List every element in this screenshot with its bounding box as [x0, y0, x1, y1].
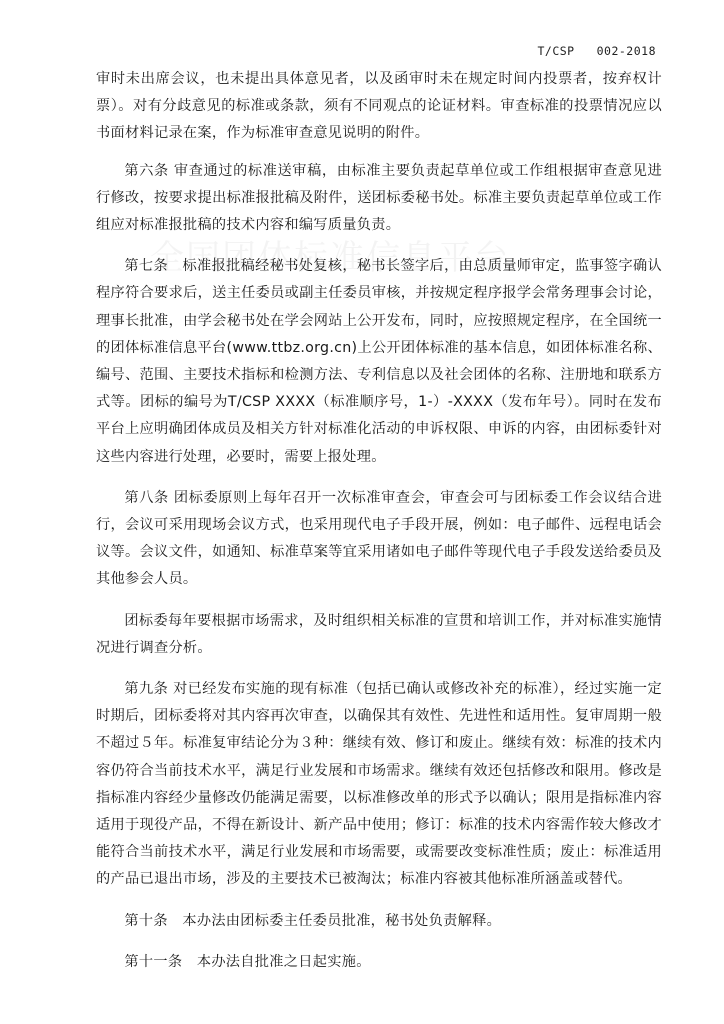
standard-code-number: 002-2018 [596, 44, 656, 58]
paragraph-article-9: 第九条 对已经发布实施的现有标准（包括已确认或修改补充的标准），经过实施一定时期后，团标委将对其内容再次审查，以确保其有效性、先进性和适用性。复审周期一般不超过５年。标准复审结论分为３种：继续有效、修订和废止。继续有效：标准的技术内容仍符合当前技术水平，满足行业发展和市场需求。继续有效还包括修改和限用。修改是指标准内容经少量修改仍能满足需要，以标准修改单的形式予以确认；限用是指标准内容适用于现役产品，不得在新设计、新产品中使用；修订：标准的技术内容需作较大修改才能符合当前技术水平，满足行业发展和市场需要，或需要改变标准性质；废止：标准适用的产品已退出市场，涉及的主要技术已被淘汰；标准内容被其他标准所涵盖或替代。 [96, 681, 662, 888]
standard-code-header [537, 44, 656, 58]
paragraph-article-8: 第八条 团标委原则上每年召开一次标准审查会，审查会可与团标委工作会议结合进行，会议可采用现场会议方式，也采用现代电子手段开展，例如：电子邮件、远程电话会议等。会议文件，如通知、标准草案等宜采用诸如电子邮件等现代电子手段发送给委员及其他参会人员。 [96, 489, 662, 588]
paragraph-article-11: 第十一条 本办法自批准之日起实施。 [124, 953, 371, 970]
paragraph-article-6: 第六条 审查通过的标准送审稿，由标准主要负责起草单位或工作组根据审查意见进行修改，按要求提出标准报批稿及附件，送团标委秘书处。标准主要负责起草单位或工作组应对标准报批稿的技术内容和编写质量负责。 [96, 162, 662, 234]
standard-code-prefix: T/CSP [537, 44, 575, 58]
paragraph-article-7: 第七条 标准报批稿经秘书处复核，秘书长签字后，由总质量师审定，监事签字确认程序符合要求后，送主任委员或副主任委员审核，并按规定程序报学会常务理事会讨论，理事长批准，由学会秘书处在学会网站上公开发布，同时，应按照规定程序，在全国统一的团体标准信息平台(www.ttbz.org.cn)上公开团体标准的基本信息，如团体标准名称、编号、范围、主要技术指标和检测方法、专利信息以及社会团体的名称、注册地和联系方式等。团标的编号为T/CSP XXXX（标准顺序号，1-）-XXXX（发布年号）。同时在发布平台上应明确团体成员及相关方针对标准化活动的申诉权限、申诉的内容，由团标委针对这些内容进行处理，必要时，需要上报处理。 [96, 258, 662, 465]
paragraph-continuation: 审时未出席会议，也未提出具体意见者，以及函审时未在规定时间内投票者，按弃权计票）。对有分歧意见的标准或条款，须有不同观点的论证材料。审查标准的投票情况应以书面材料记录在案，作为标准审查意见说明的附件。 [96, 71, 662, 142]
document-body [96, 66, 662, 976]
paragraph-training: 团标委每年要根据市场需求，及时组织相关标准的宣贯和培训工作，并对标准实施情况进行调查分析。 [96, 612, 662, 656]
paragraph-article-10: 第十条 本办法由团标委主任委员批准，秘书处负责解释。 [124, 912, 502, 929]
